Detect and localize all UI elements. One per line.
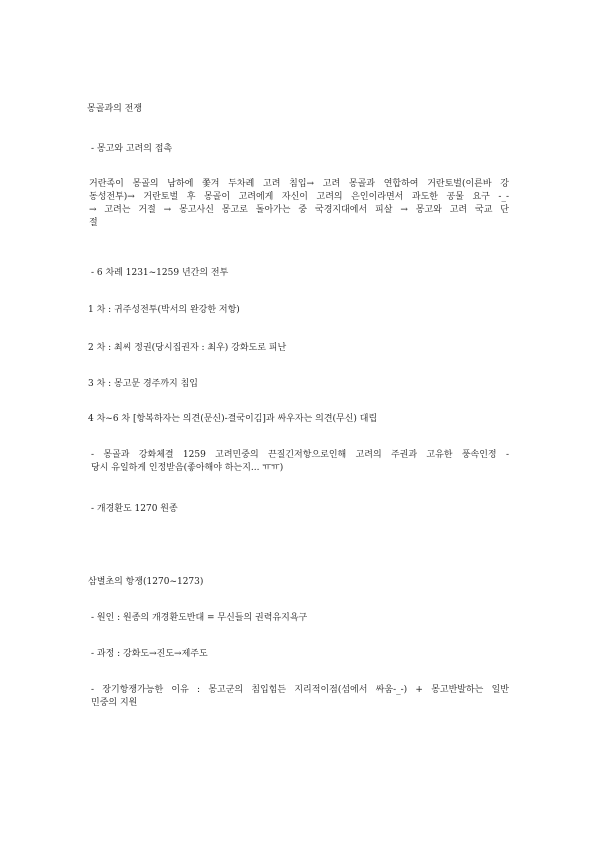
paragraph-line: 민중의 지원 [91, 698, 138, 708]
subheading-six-battles: - 6 차례 1231~1259 년간의 전투 [91, 268, 229, 278]
paragraph-line: 당시 유일하게 인정받음(좋아해야 하는지... ㅠㅠ) [91, 463, 284, 473]
paragraph-line: - 몽골과 강화체결 1259 고려민중의 끈질긴저항으로인해 고려의 주권과 고유한 풍속인정 - [91, 450, 509, 460]
paragraph-line: 거란족이 몽골의 남하에 쫓겨 두차례 고려 침입→ 고려 몽골과 연합하여 거란토벌(이른바 강 [89, 179, 509, 189]
paragraph-line: - 장기항쟁가능한 이유 : 몽고군의 침입힘든 지리적이점(섬에서 싸움-_-) + 몽고반발하는 일반 [91, 685, 509, 695]
list-item-process: - 과정 : 강화도→진도→제주도 [91, 649, 208, 659]
paragraph-khitan-invasion [89, 178, 509, 230]
list-item-battle-4-6: 4 차~6 차 [항복하자는 의견(문신)-결국이김]과 싸우자는 의견(무신) 대립 [88, 414, 378, 424]
list-item-battle-2: 2 차 : 최씨 정권(당시집권자 : 최우) 강화도로 피난 [88, 343, 287, 353]
list-item-cause: - 원인 : 원종의 개경환도반대 = 무신들의 권력유지욕구 [91, 613, 308, 623]
paragraph-line: → 고려는 거절 → 몽고사신 몽고로 돌아가는 중 국경지대에서 피살 → 몽고와 고려 국교 단 [89, 205, 509, 215]
paragraph-peace-treaty [91, 449, 509, 475]
section-heading-sambyeolcho: 삼별초의 항쟁(1270~1273) [88, 577, 204, 587]
paragraph-line: 절 [89, 218, 98, 228]
list-item-battle-3: 3 차 : 몽고문 경주까지 침입 [88, 379, 199, 389]
paragraph-line: 동성전투)→ 거란토벌 후 몽골이 고려에게 자신이 고려의 은인이라면서 과도한 공물 요구 -_- [89, 192, 509, 202]
section-heading-mongol-war: 몽골과의 전쟁 [87, 104, 143, 114]
subheading-first-contact: - 몽고와 고려의 접촉 [91, 144, 173, 154]
paragraph-long-resistance [91, 684, 509, 710]
list-item-battle-1: 1 차 : 귀주성전투(박서의 완강한 저항) [88, 305, 240, 315]
list-item-capital-return: - 개경환도 1270 원종 [91, 504, 178, 514]
